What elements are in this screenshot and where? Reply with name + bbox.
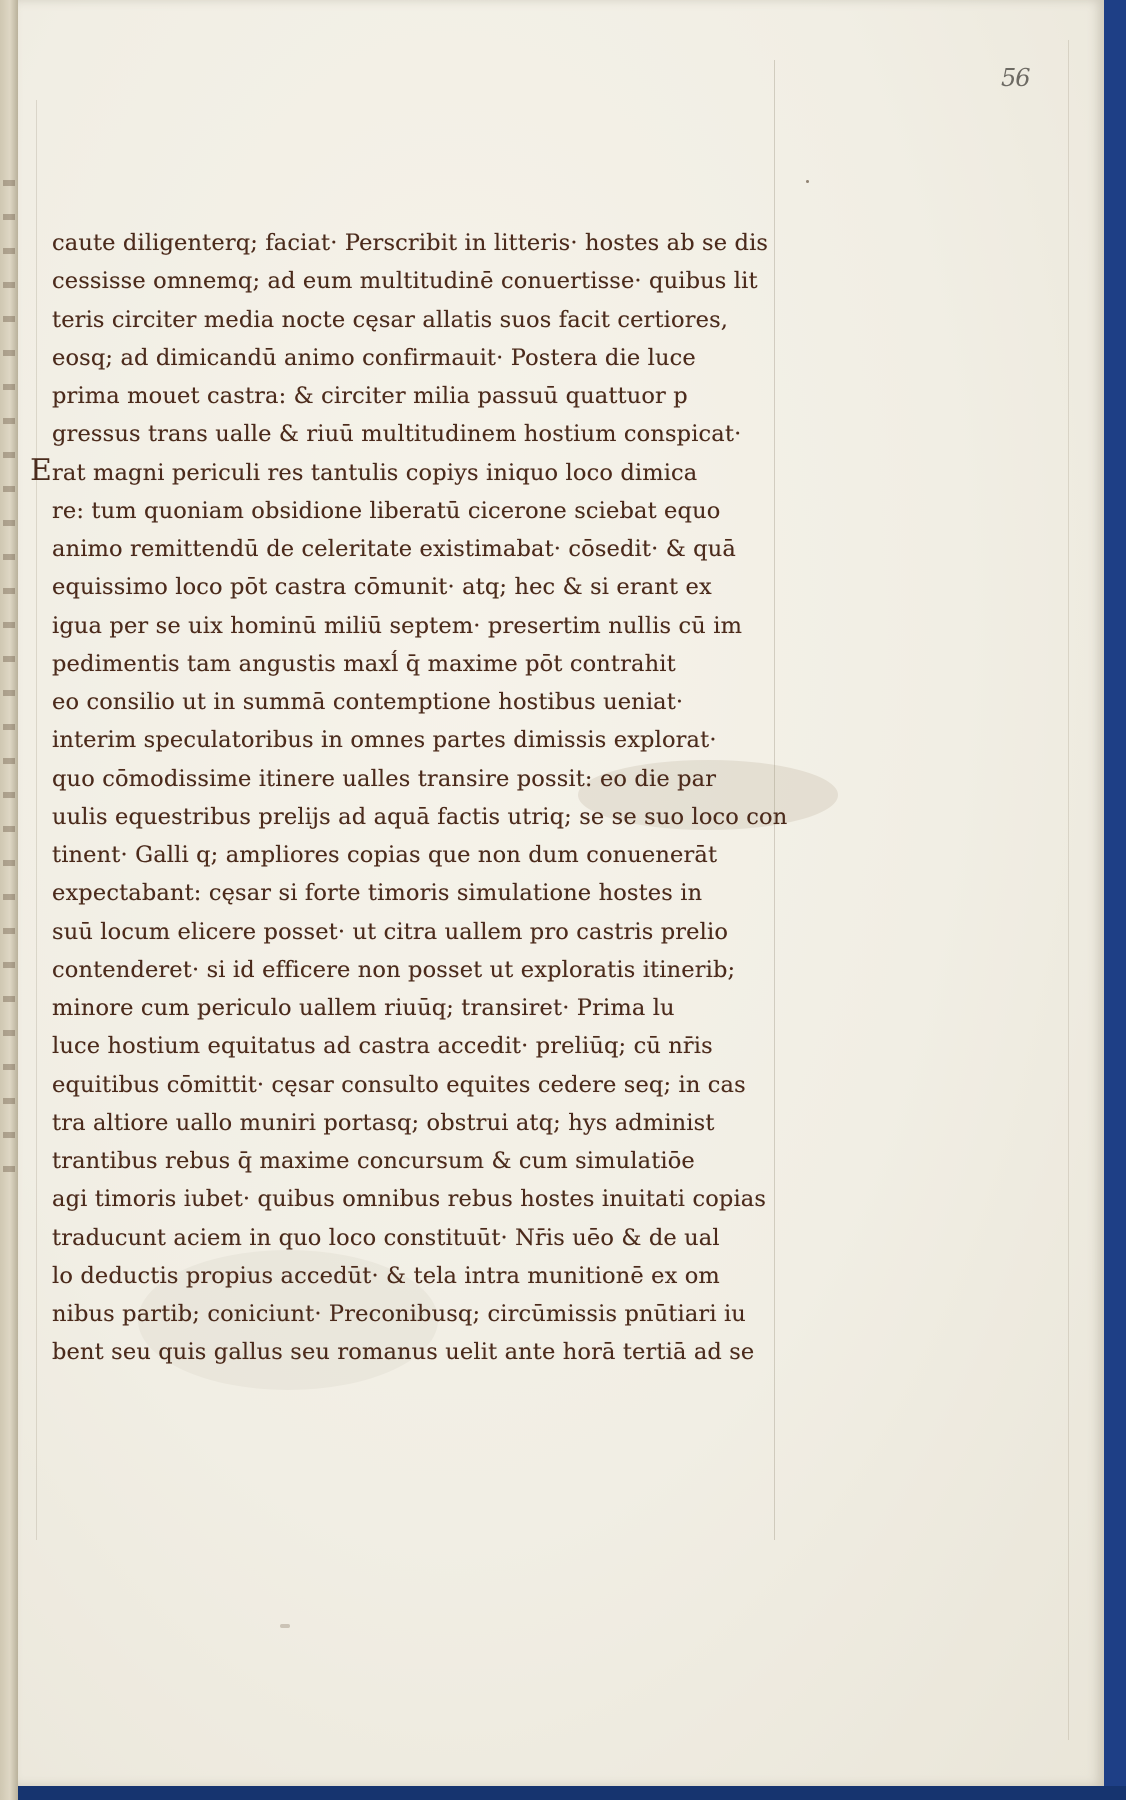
text-line: igua per se uix hominū miliū septem· presertim nullis cū im	[52, 612, 743, 639]
previous-page-edge	[0, 0, 18, 1800]
text-line: lo deductis propius accedūt· & tela intra munitionē ex om	[52, 1262, 720, 1289]
text-line: animo remittendū de celeritate existimabat· cōsedit· & quā	[52, 536, 736, 562]
folio-number: 56	[1001, 64, 1030, 92]
text-line: equissimo loco pōt castra cōmunit· atq; hec & si erant ex	[52, 574, 712, 601]
text-line: equitibus cōmittit· cęsar consulto equites cedere seq; in cas	[52, 1071, 746, 1098]
text-line: agi timoris iubet· quibus omnibus rebus hostes inuitati copias	[52, 1186, 767, 1213]
text-line: gressus trans ualle & riuū multitudinem hostium conspicat·	[52, 421, 742, 448]
text-line: uulis equestribus prelijs ad aquā factis utriq; se se suo loco con	[52, 803, 788, 830]
text-line: trantibus rebus q̄ maxime concursum & cum simulatiōe	[52, 1148, 695, 1174]
marginal-initial: E	[30, 453, 52, 488]
text-line: quo cōmodissime itinere ualles transire possit: eo die par	[52, 765, 717, 792]
margin-dot	[806, 180, 809, 183]
text-line: re: tum quoniam obsidione liberatū cicerone sciebat equo	[52, 497, 721, 524]
margin-ruling-left	[36, 100, 37, 1540]
text-line: suū locum elicere posset· ut citra uallem pro castris prelio	[52, 918, 729, 945]
text-line: cessisse omnemq; ad eum multitudinē conuertisse· quibus lit	[52, 268, 758, 295]
ink-blot	[280, 1624, 290, 1628]
page-bottom-edge	[18, 1786, 1126, 1800]
text-line: caute diligenterq; faciat· Perscribit in litteris· hostes ab se dis	[52, 230, 769, 256]
text-line: minore cum periculo uallem riuūq; transiret· Prima lu	[52, 995, 675, 1021]
text-line: expectabant: cęsar si forte timoris simulatione hostes in	[52, 880, 703, 907]
text-line: tinent· Galli q; ampliores copias que non dum conuenerāt	[52, 842, 718, 868]
text-line: traducunt aciem in quo loco constituūt· Nr̄is uēo & de ual	[52, 1224, 720, 1251]
previous-page-text-marks	[3, 180, 15, 1180]
text-line: pedimentis tam angustis maxĺ q̄ maxime pōt contrahit	[52, 650, 676, 677]
text-line: luce hostium equitatus ad castra accedit· preliūq; cū nr̄is	[52, 1033, 713, 1060]
text-line: rat magni periculi res tantulis copiys iniquo loco dimica	[52, 459, 698, 486]
text-line: teris circiter media nocte cęsar allatis suos facit certiores,	[52, 306, 729, 333]
text-line: contenderet· si id efficere non posset ut exploratis itinerib;	[52, 956, 736, 983]
text-line: nibus partib; coniciunt· Preconibusq; circūmissis pnūtiari iu	[52, 1301, 746, 1327]
manuscript-text	[52, 224, 792, 1372]
text-line: interim speculatoribus in omnes partes dimissis explorat·	[52, 727, 717, 754]
text-line: bent seu quis gallus seu romanus uelit ante horā tertiā ad se	[52, 1339, 755, 1366]
text-line: eo consilio ut in summā contemptione hostibus ueniat·	[52, 689, 684, 715]
text-line: eosq; ad dimicandū animo confirmauit· Postera die luce	[52, 344, 696, 371]
page-edge-ruling	[1068, 40, 1069, 1740]
text-line: prima mouet castra: & circiter milia passuū quattuor p	[52, 383, 688, 409]
text-line: tra altiore uallo muniri portasq; obstrui atq; hys administ	[52, 1109, 715, 1136]
